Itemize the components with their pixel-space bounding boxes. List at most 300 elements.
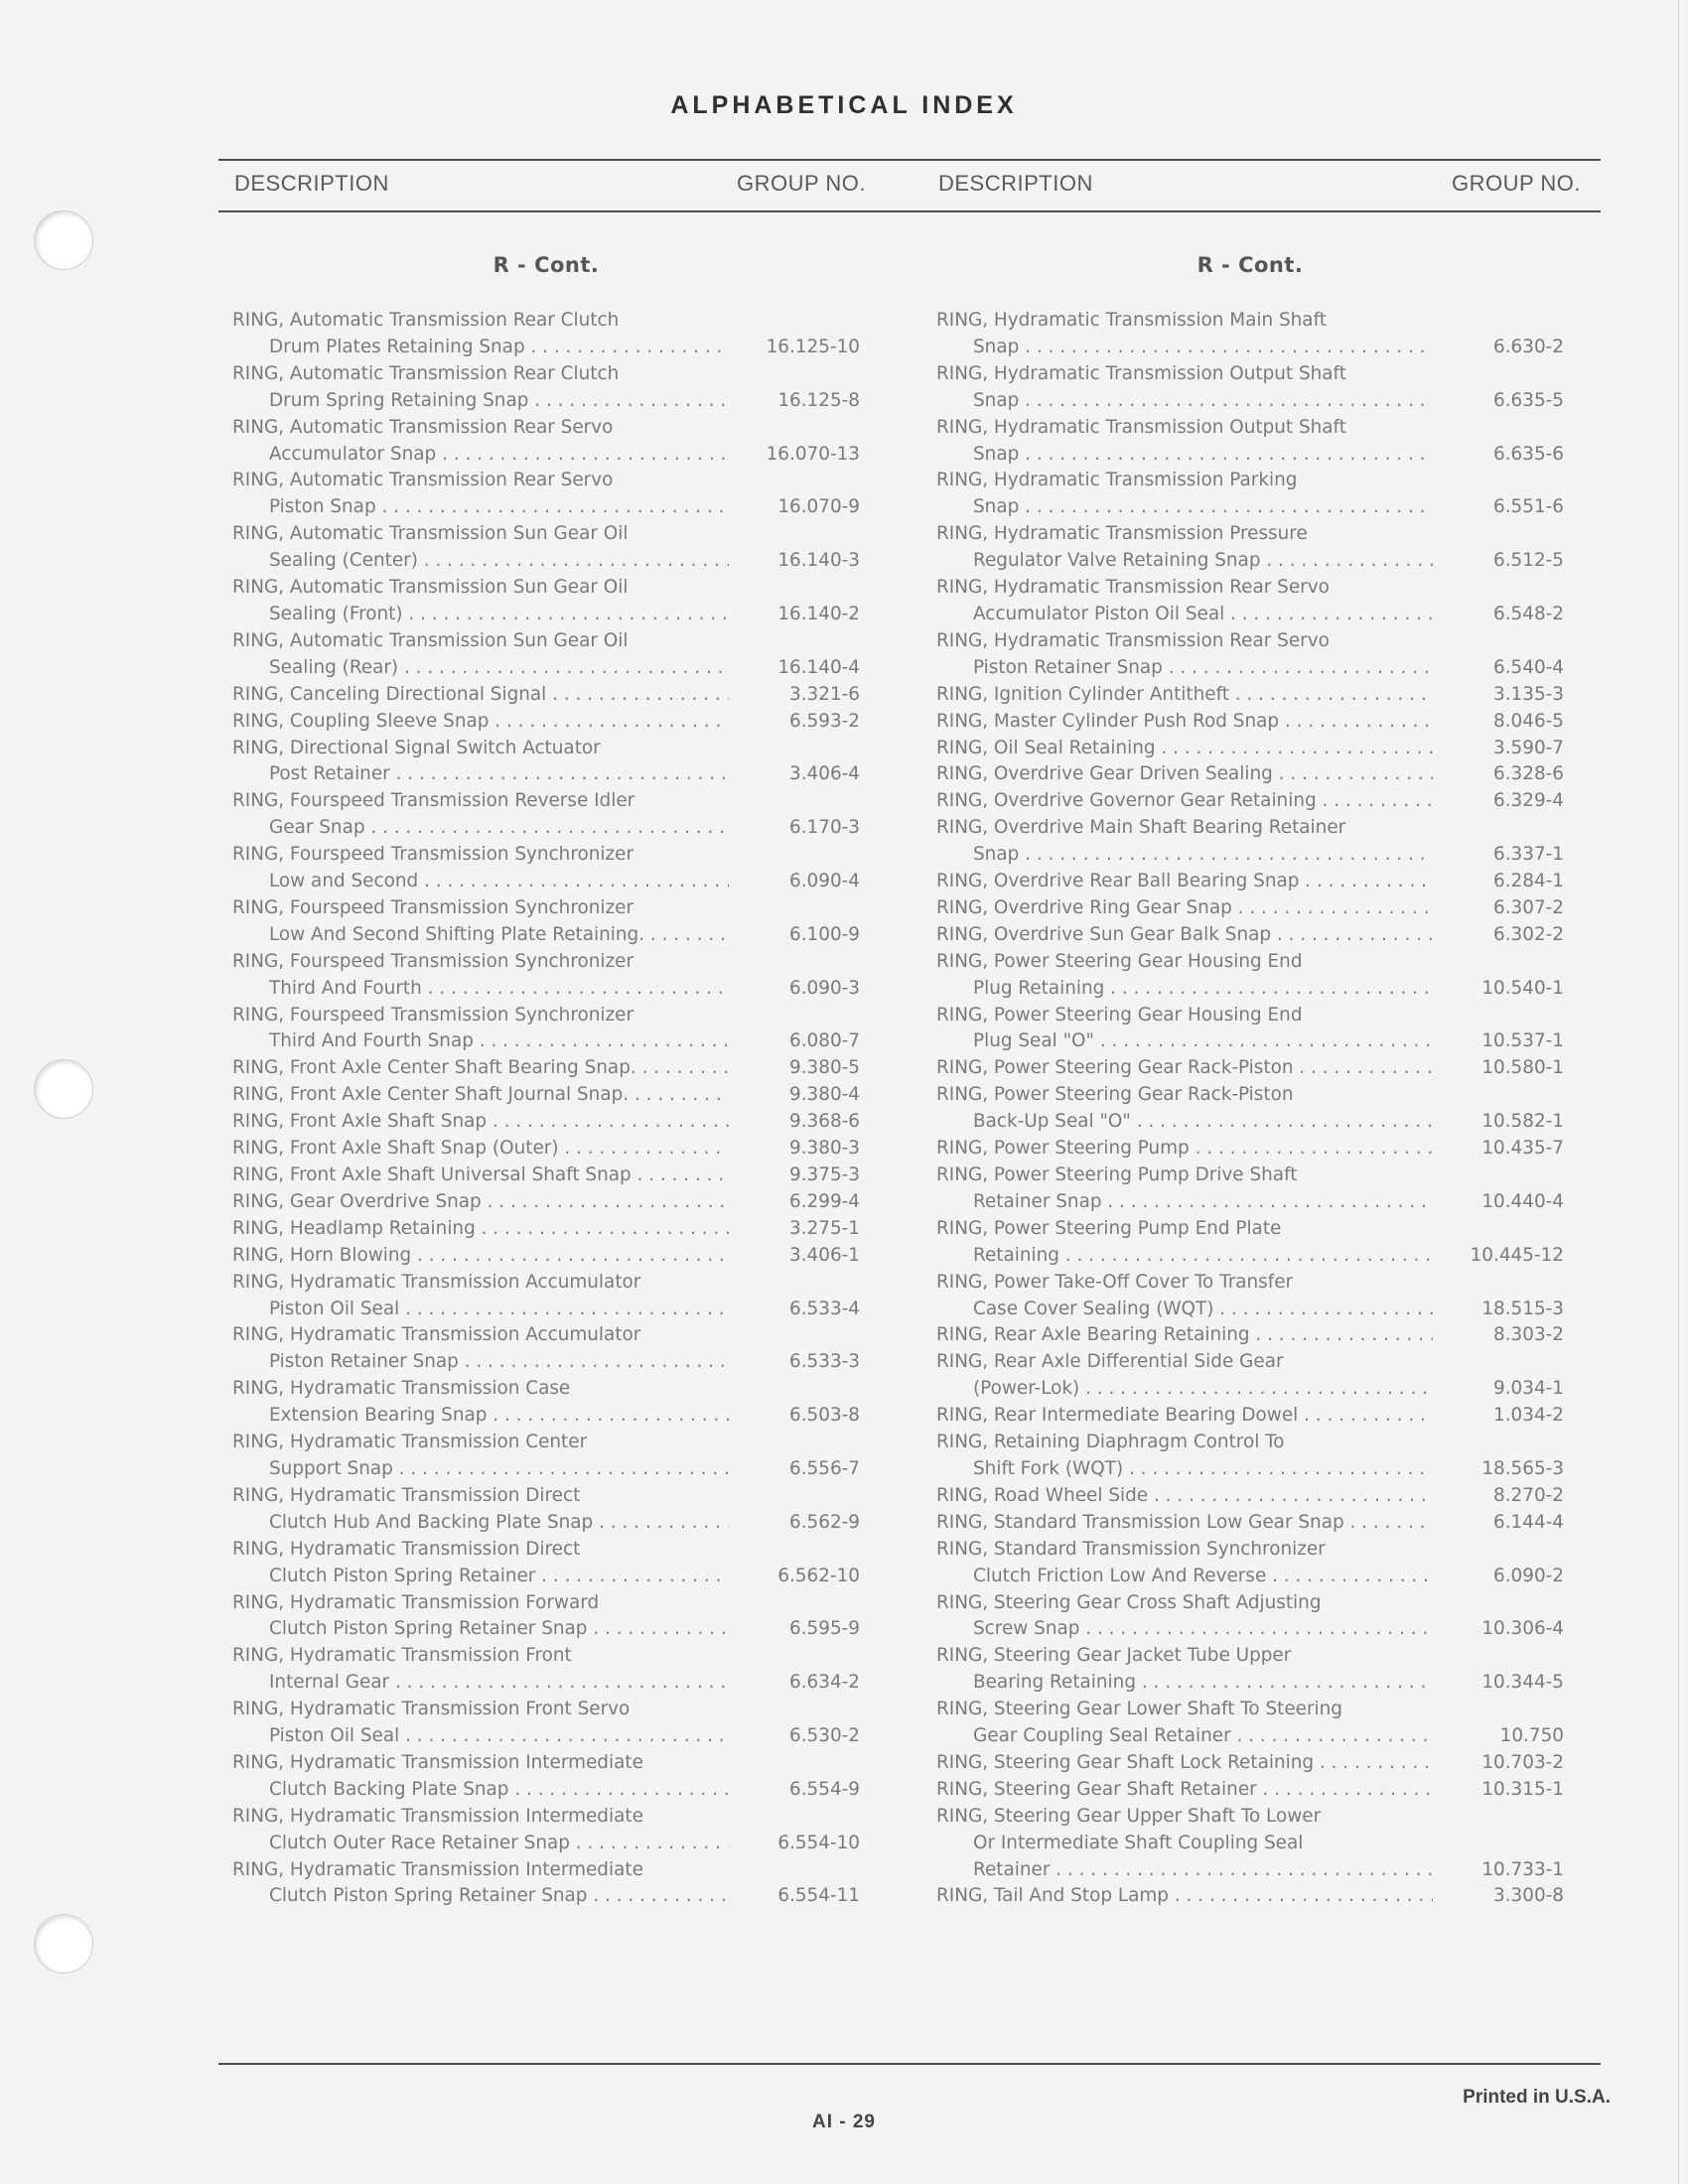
entry-description: RING, Road Wheel Side . . .	[936, 1485, 1564, 1506]
entry-line	[936, 1777, 1564, 1804]
entry-group-number: 6.170-3	[729, 815, 860, 842]
entry-description: RING, Hydramatic Transmission Front	[232, 1645, 572, 1667]
entry-description: RING, Standard Transmission Synchronizer	[936, 1538, 1326, 1560]
entry-group-number: 6.635-6	[1433, 442, 1564, 469]
entry-line	[936, 1643, 1564, 1670]
entry-line	[936, 442, 1564, 469]
entry-group-number: 9.034-1	[1433, 1376, 1564, 1403]
entry-line	[936, 1430, 1564, 1456]
entry-description: RING, Power Steering Gear Rack-Piston . . .	[936, 1057, 1564, 1078]
entry-line	[936, 1082, 1564, 1109]
entry-group-number: 6.548-2	[1433, 602, 1564, 628]
entry-line	[936, 494, 1564, 521]
entry-group-number: 6.533-4	[729, 1297, 860, 1323]
index-entry	[936, 1136, 1564, 1162]
index-entry	[232, 1857, 860, 1911]
binder-hole-bottom	[34, 1914, 93, 1974]
entry-line	[232, 1136, 860, 1162]
entry-description: RING, Overdrive Main Shaft Bearing Retainer	[936, 817, 1346, 839]
entry-line	[936, 1297, 1564, 1323]
index-entry	[936, 869, 1564, 895]
entry-description: Plug Seal "O" . . .	[973, 1030, 1564, 1051]
entry-group-number: 18.515-3	[1433, 1297, 1564, 1323]
index-entry	[936, 1483, 1564, 1510]
entry-group-number: 3.406-1	[729, 1243, 860, 1270]
index-entry	[232, 1430, 860, 1483]
entry-line	[232, 761, 860, 788]
index-entry	[232, 1189, 860, 1216]
entry-line	[232, 1537, 860, 1564]
entry-group-number: 6.533-3	[729, 1349, 860, 1376]
index-entry	[936, 736, 1564, 762]
index-entry	[232, 1109, 860, 1136]
entry-description: Screw Snap . . .	[973, 1618, 1564, 1639]
entry-group-number: 10.750	[1433, 1723, 1564, 1750]
entry-line	[936, 1376, 1564, 1403]
entry-description: RING, Retaining Diaphragm Control To	[936, 1432, 1285, 1453]
entry-description: RING, Hydramatic Transmission Accumulator	[232, 1324, 641, 1346]
entry-line	[232, 1376, 860, 1403]
entry-line	[232, 1109, 860, 1136]
index-entry	[232, 1643, 860, 1697]
index-entry	[232, 415, 860, 469]
entry-description: Case Cover Sealing (WQT) . . .	[973, 1298, 1564, 1319]
binder-hole-middle	[34, 1059, 93, 1119]
entry-description: RING, Steering Gear Shaft Retainer . . .	[936, 1779, 1564, 1800]
entry-line	[936, 709, 1564, 736]
page-number: AI - 29	[811, 2112, 877, 2132]
entry-description: RING, Gear Overdrive Snap . . .	[232, 1191, 860, 1212]
printed-in-usa: Printed in U.S.A.	[1463, 2087, 1611, 2108]
entry-description: RING, Canceling Directional Signal . . .	[232, 684, 860, 705]
entry-group-number: 6.503-8	[729, 1403, 860, 1430]
entry-group-number: 6.100-9	[729, 922, 860, 949]
entry-description: Third And Fourth Snap . . .	[269, 1030, 860, 1051]
entry-group-number: 9.380-4	[729, 1082, 860, 1109]
entry-line	[936, 1003, 1564, 1029]
entry-description: Retaining . . .	[973, 1245, 1564, 1266]
entry-description: RING, Fourspeed Transmission Synchronizer	[232, 1004, 634, 1025]
index-entry	[232, 1270, 860, 1323]
entry-group-number: 10.540-1	[1433, 976, 1564, 1003]
entry-line	[936, 1322, 1564, 1349]
entry-description: Or Intermediate Shaft Coupling Seal	[973, 1832, 1304, 1853]
index-entry	[936, 1055, 1564, 1082]
entry-group-number: 8.046-5	[1433, 709, 1564, 736]
entry-group-number: 6.144-4	[1433, 1510, 1564, 1537]
index-entry	[232, 895, 860, 949]
index-entry	[936, 1777, 1564, 1804]
entry-description: Drum Plates Retaining Snap . . .	[269, 337, 860, 357]
entry-description: Retainer Snap . . .	[973, 1191, 1564, 1212]
entry-description: Piston Snap . . .	[269, 496, 860, 517]
index-entry	[232, 1376, 860, 1430]
entry-line	[232, 1243, 860, 1270]
index-entry	[936, 1430, 1564, 1483]
entry-description: Retainer . . .	[973, 1859, 1564, 1880]
entry-line	[232, 1055, 860, 1082]
index-entry	[936, 922, 1564, 949]
entry-description: RING, Hydramatic Transmission Intermediate	[232, 1858, 643, 1880]
index-entry	[936, 949, 1564, 1003]
entry-line	[232, 1777, 860, 1804]
entry-line	[232, 468, 860, 494]
entry-description: RING, Overdrive Governor Gear Retaining . . .	[936, 790, 1564, 811]
entry-description: RING, Front Axle Center Shaft Bearing Snap. . . .	[232, 1057, 860, 1078]
entry-group-number: 6.512-5	[1433, 548, 1564, 575]
entry-line	[936, 1723, 1564, 1750]
entry-description: Snap . . .	[973, 496, 1564, 517]
index-entry	[936, 895, 1564, 922]
entry-description: Accumulator Snap . . .	[269, 444, 860, 465]
index-entry	[232, 1537, 860, 1590]
entry-line	[936, 788, 1564, 815]
entry-description: RING, Oil Seal Retaining . . .	[936, 738, 1564, 758]
entry-group-number: 16.125-8	[729, 388, 860, 415]
entry-description: Snap . . .	[973, 844, 1564, 865]
entry-group-number: 18.565-3	[1433, 1456, 1564, 1483]
footer-rule	[218, 2063, 1601, 2065]
binder-hole-top	[34, 210, 93, 270]
entry-line	[936, 1055, 1564, 1082]
entry-line	[232, 976, 860, 1003]
entry-group-number: 16.140-2	[729, 602, 860, 628]
entry-line	[232, 1804, 860, 1831]
entry-description: Piston Oil Seal . . .	[269, 1725, 860, 1746]
entry-line	[232, 1322, 860, 1349]
entry-description: Piston Retainer Snap . . .	[269, 1351, 860, 1372]
entry-description: RING, Standard Transmission Low Gear Snap . . .	[936, 1512, 1564, 1533]
index-entry	[232, 1216, 860, 1243]
entry-line	[232, 1297, 860, 1323]
entry-description: Post Retainer . . .	[269, 763, 860, 784]
entry-description: RING, Overdrive Sun Gear Balk Snap . . .	[936, 924, 1564, 945]
entry-group-number: 16.140-4	[729, 655, 860, 682]
entry-description: RING, Hydramatic Transmission Output Shaft	[936, 362, 1346, 384]
entry-group-number: 10.445-12	[1433, 1243, 1564, 1270]
entry-group-number: 6.595-9	[729, 1616, 860, 1643]
index-entry	[232, 1136, 860, 1162]
entry-description: RING, Horn Blowing . . .	[232, 1245, 860, 1266]
entry-description: RING, Power Steering Pump End Plate	[936, 1217, 1282, 1239]
entry-group-number: 1.034-2	[1433, 1403, 1564, 1430]
index-entry	[232, 1243, 860, 1270]
entry-group-number: 16.140-3	[729, 548, 860, 575]
entry-description: RING, Master Cylinder Push Rod Snap . . .	[936, 711, 1564, 732]
entry-line	[936, 1670, 1564, 1697]
entry-description: RING, Directional Signal Switch Actuator	[232, 737, 601, 758]
entry-line	[936, 1349, 1564, 1376]
entry-line	[232, 521, 860, 548]
index-entry	[936, 361, 1564, 415]
index-entry	[936, 682, 1564, 709]
entry-line	[232, 1003, 860, 1029]
entry-group-number: 3.590-7	[1433, 736, 1564, 762]
entry-line	[232, 682, 860, 709]
entry-description: RING, Tail And Stop Lamp . . .	[936, 1885, 1564, 1906]
entry-line	[232, 1456, 860, 1483]
entry-line	[936, 1883, 1564, 1910]
entry-group-number: 6.593-2	[729, 709, 860, 736]
index-entry	[232, 788, 860, 842]
index-entry	[232, 361, 860, 415]
entry-description: RING, Rear Intermediate Bearing Dowel . . .	[936, 1405, 1564, 1426]
index-entry	[232, 842, 860, 895]
entry-group-number: 16.125-10	[729, 335, 860, 361]
header-bottom-rule	[218, 210, 1601, 212]
entry-line	[936, 1456, 1564, 1483]
entry-line	[936, 388, 1564, 415]
entry-group-number: 6.635-5	[1433, 388, 1564, 415]
entry-line	[232, 1831, 860, 1857]
entry-group-number: 6.562-10	[729, 1564, 860, 1590]
left-description-header: DESCRIPTION	[234, 171, 389, 196]
index-entry	[232, 1055, 860, 1082]
entry-description: Support Snap . . .	[269, 1458, 860, 1479]
entry-description: Clutch Hub And Backing Plate Snap . . .	[269, 1512, 860, 1533]
index-entry	[232, 308, 860, 361]
entry-group-number: 3.135-3	[1433, 682, 1564, 709]
entry-description: RING, Hydramatic Transmission Intermediate	[232, 1805, 643, 1827]
entry-description: Back-Up Seal "O" . . .	[973, 1111, 1564, 1132]
entry-description: Clutch Piston Spring Retainer . . .	[269, 1566, 860, 1586]
entry-group-number: 10.315-1	[1433, 1777, 1564, 1804]
entry-line	[232, 415, 860, 442]
index-entry	[232, 1590, 860, 1644]
entry-description: RING, Power Steering Gear Housing End	[936, 1004, 1303, 1025]
entry-line	[936, 1564, 1564, 1590]
entry-line	[936, 815, 1564, 842]
entry-description: Sealing (Front) . . .	[269, 604, 860, 624]
index-entry	[936, 1003, 1564, 1056]
entry-line	[936, 628, 1564, 655]
entry-description: RING, Automatic Transmission Sun Gear Oil	[232, 523, 629, 545]
entry-group-number: 6.634-2	[729, 1670, 860, 1697]
index-entry	[232, 1162, 860, 1189]
entry-line	[232, 1670, 860, 1697]
page-title: ALPHABETICAL INDEX	[670, 91, 1018, 119]
entry-group-number: 9.368-6	[729, 1109, 860, 1136]
entry-line	[936, 1028, 1564, 1055]
entry-line	[232, 1857, 860, 1884]
entry-description: RING, Overdrive Gear Driven Sealing . . .	[936, 763, 1564, 784]
entry-group-number: 9.380-5	[729, 1055, 860, 1082]
entry-line	[232, 1697, 860, 1723]
entry-description: (Power-Lok) . . .	[973, 1378, 1564, 1399]
index-entry	[936, 468, 1564, 521]
right-group-header: GROUP NO.	[1452, 171, 1582, 196]
entry-line	[936, 575, 1564, 602]
entry-description: RING, Hydramatic Transmission Direct	[232, 1484, 581, 1506]
entry-description: RING, Steering Gear Cross Shaft Adjusting	[936, 1591, 1322, 1613]
index-entry	[936, 1349, 1564, 1403]
entry-group-number: 6.090-4	[729, 869, 860, 895]
entry-line	[936, 602, 1564, 628]
entry-line	[232, 709, 860, 736]
entry-line	[232, 788, 860, 815]
entry-line	[936, 1243, 1564, 1270]
entry-group-number: 6.307-2	[1433, 895, 1564, 922]
entry-line	[232, 1189, 860, 1216]
index-entry	[232, 1697, 860, 1750]
index-entry	[936, 1697, 1564, 1750]
entry-line	[936, 1162, 1564, 1189]
entry-group-number: 16.070-9	[729, 494, 860, 521]
entry-line	[936, 1483, 1564, 1510]
entry-line	[936, 1857, 1564, 1884]
index-entry	[936, 1082, 1564, 1136]
entry-description: RING, Fourspeed Transmission Synchronizer	[232, 844, 634, 866]
entry-group-number: 3.321-6	[729, 682, 860, 709]
entry-group-number: 6.554-9	[729, 1777, 860, 1804]
entry-line	[232, 575, 860, 602]
entry-description: Sealing (Rear) . . .	[269, 657, 860, 678]
entry-group-number: 6.284-1	[1433, 869, 1564, 895]
entry-line	[232, 1082, 860, 1109]
entry-group-number: 3.406-4	[729, 761, 860, 788]
entry-line	[232, 1643, 860, 1670]
left-entry-list	[232, 308, 860, 1910]
entry-description: RING, Front Axle Shaft Universal Shaft Snap . . .	[232, 1164, 860, 1185]
header-top-rule	[218, 159, 1601, 161]
entry-group-number: 10.537-1	[1433, 1028, 1564, 1055]
index-entry	[232, 949, 860, 1003]
entry-line	[232, 949, 860, 976]
index-entry	[936, 788, 1564, 815]
entry-description: Accumulator Piston Oil Seal . . .	[973, 604, 1564, 624]
entry-line	[936, 548, 1564, 575]
entry-description: Third And Fourth . . .	[269, 978, 860, 999]
entry-description: Snap . . .	[973, 390, 1564, 411]
index-entry	[936, 1162, 1564, 1216]
entry-line	[936, 976, 1564, 1003]
right-section-heading: R - Cont.	[1196, 253, 1304, 277]
index-entry	[232, 736, 860, 789]
index-entry	[936, 1643, 1564, 1697]
entry-line	[232, 1590, 860, 1617]
entry-description: RING, Hydramatic Transmission Rear Servo	[936, 629, 1330, 651]
entry-description: RING, Power Take-Off Cover To Transfer	[936, 1271, 1294, 1293]
entry-description: RING, Hydramatic Transmission Direct	[232, 1538, 581, 1560]
entry-line	[936, 842, 1564, 869]
entry-line	[936, 1590, 1564, 1617]
left-index-column	[232, 244, 860, 1910]
index-entry	[232, 1322, 860, 1376]
index-entry	[936, 1537, 1564, 1590]
index-entry	[936, 761, 1564, 788]
entry-group-number: 6.551-6	[1433, 494, 1564, 521]
entry-line	[232, 548, 860, 575]
entry-description: Piston Oil Seal . . .	[269, 1298, 860, 1319]
entry-line	[232, 1349, 860, 1376]
index-entry	[936, 1750, 1564, 1777]
entry-group-number: 6.554-11	[729, 1883, 860, 1910]
entry-description: RING, Front Axle Shaft Snap . . .	[232, 1111, 860, 1132]
index-entry	[232, 1003, 860, 1056]
entry-line	[232, 602, 860, 628]
entry-description: Gear Coupling Seal Retainer . . .	[973, 1725, 1564, 1746]
entry-description: RING, Fourspeed Transmission Synchronizer	[232, 896, 634, 918]
entry-description: Extension Bearing Snap . . .	[269, 1405, 860, 1426]
index-entry	[936, 1510, 1564, 1537]
entry-group-number: 6.080-7	[729, 1028, 860, 1055]
entry-line	[232, 869, 860, 895]
index-entry	[936, 415, 1564, 469]
entry-line	[232, 1483, 860, 1510]
entry-line	[936, 308, 1564, 335]
entry-line	[232, 628, 860, 655]
entry-line	[232, 1750, 860, 1777]
entry-line	[232, 1883, 860, 1910]
entry-description: Gear Snap . . .	[269, 817, 860, 838]
entry-line	[232, 388, 860, 415]
index-entry	[936, 709, 1564, 736]
entry-line	[232, 1403, 860, 1430]
entry-group-number: 10.440-4	[1433, 1189, 1564, 1216]
index-entry	[232, 709, 860, 736]
entry-line	[936, 736, 1564, 762]
entry-description: RING, Hydramatic Transmission Pressure	[936, 523, 1308, 545]
entry-description: Snap . . .	[973, 337, 1564, 357]
index-entry	[936, 1883, 1564, 1910]
entry-description: RING, Automatic Transmission Sun Gear Oil	[232, 577, 629, 599]
entry-group-number: 10.703-2	[1433, 1750, 1564, 1777]
index-entry	[936, 521, 1564, 575]
entry-description: RING, Steering Gear Shaft Lock Retaining . . .	[936, 1752, 1564, 1773]
entry-group-number: 8.303-2	[1433, 1322, 1564, 1349]
entry-line	[936, 1136, 1564, 1162]
left-section-heading: R - Cont.	[492, 253, 600, 277]
entry-line	[936, 1270, 1564, 1297]
entry-line	[232, 1270, 860, 1297]
entry-description: Drum Spring Retaining Snap . . .	[269, 390, 860, 411]
entry-group-number: 6.556-7	[729, 1456, 860, 1483]
entry-description: RING, Hydramatic Transmission Parking	[936, 470, 1298, 491]
entry-group-number: 6.090-3	[729, 976, 860, 1003]
entry-description: RING, Power Steering Pump Drive Shaft	[936, 1164, 1298, 1185]
index-entry	[936, 815, 1564, 869]
entry-group-number: 6.562-9	[729, 1510, 860, 1537]
right-entry-list	[936, 308, 1564, 1910]
entry-line	[936, 1189, 1564, 1216]
entry-description: RING, Power Steering Gear Housing End	[936, 950, 1303, 972]
index-entry	[936, 1216, 1564, 1270]
entry-line	[232, 895, 860, 922]
entry-group-number: 6.299-4	[729, 1189, 860, 1216]
entry-description: Clutch Piston Spring Retainer Snap . . .	[269, 1618, 860, 1639]
entry-description: RING, Hydramatic Transmission Rear Servo	[936, 577, 1330, 599]
index-entry	[936, 308, 1564, 361]
entry-description: Piston Retainer Snap . . .	[973, 657, 1564, 678]
entry-line	[936, 1216, 1564, 1243]
entry-description: RING, Power Steering Gear Rack-Piston	[936, 1084, 1294, 1106]
entry-description: RING, Overdrive Ring Gear Snap . . .	[936, 897, 1564, 918]
entry-group-number: 6.530-2	[729, 1723, 860, 1750]
entry-description: RING, Coupling Sleeve Snap . . .	[232, 711, 860, 732]
entry-description: RING, Automatic Transmission Rear Clutch	[232, 310, 620, 331]
entry-description: RING, Steering Gear Jacket Tube Upper	[936, 1645, 1292, 1667]
entry-group-number: 6.302-2	[1433, 922, 1564, 949]
entry-line	[232, 1723, 860, 1750]
right-index-column	[936, 244, 1564, 1910]
entry-line	[936, 1804, 1564, 1831]
entry-description: RING, Steering Gear Lower Shaft To Steering	[936, 1699, 1342, 1720]
entry-group-number: 6.328-6	[1433, 761, 1564, 788]
entry-group-number: 10.435-7	[1433, 1136, 1564, 1162]
right-description-header: DESCRIPTION	[938, 171, 1093, 196]
entry-line	[232, 1430, 860, 1456]
entry-description: RING, Headlamp Retaining . . .	[232, 1218, 860, 1239]
